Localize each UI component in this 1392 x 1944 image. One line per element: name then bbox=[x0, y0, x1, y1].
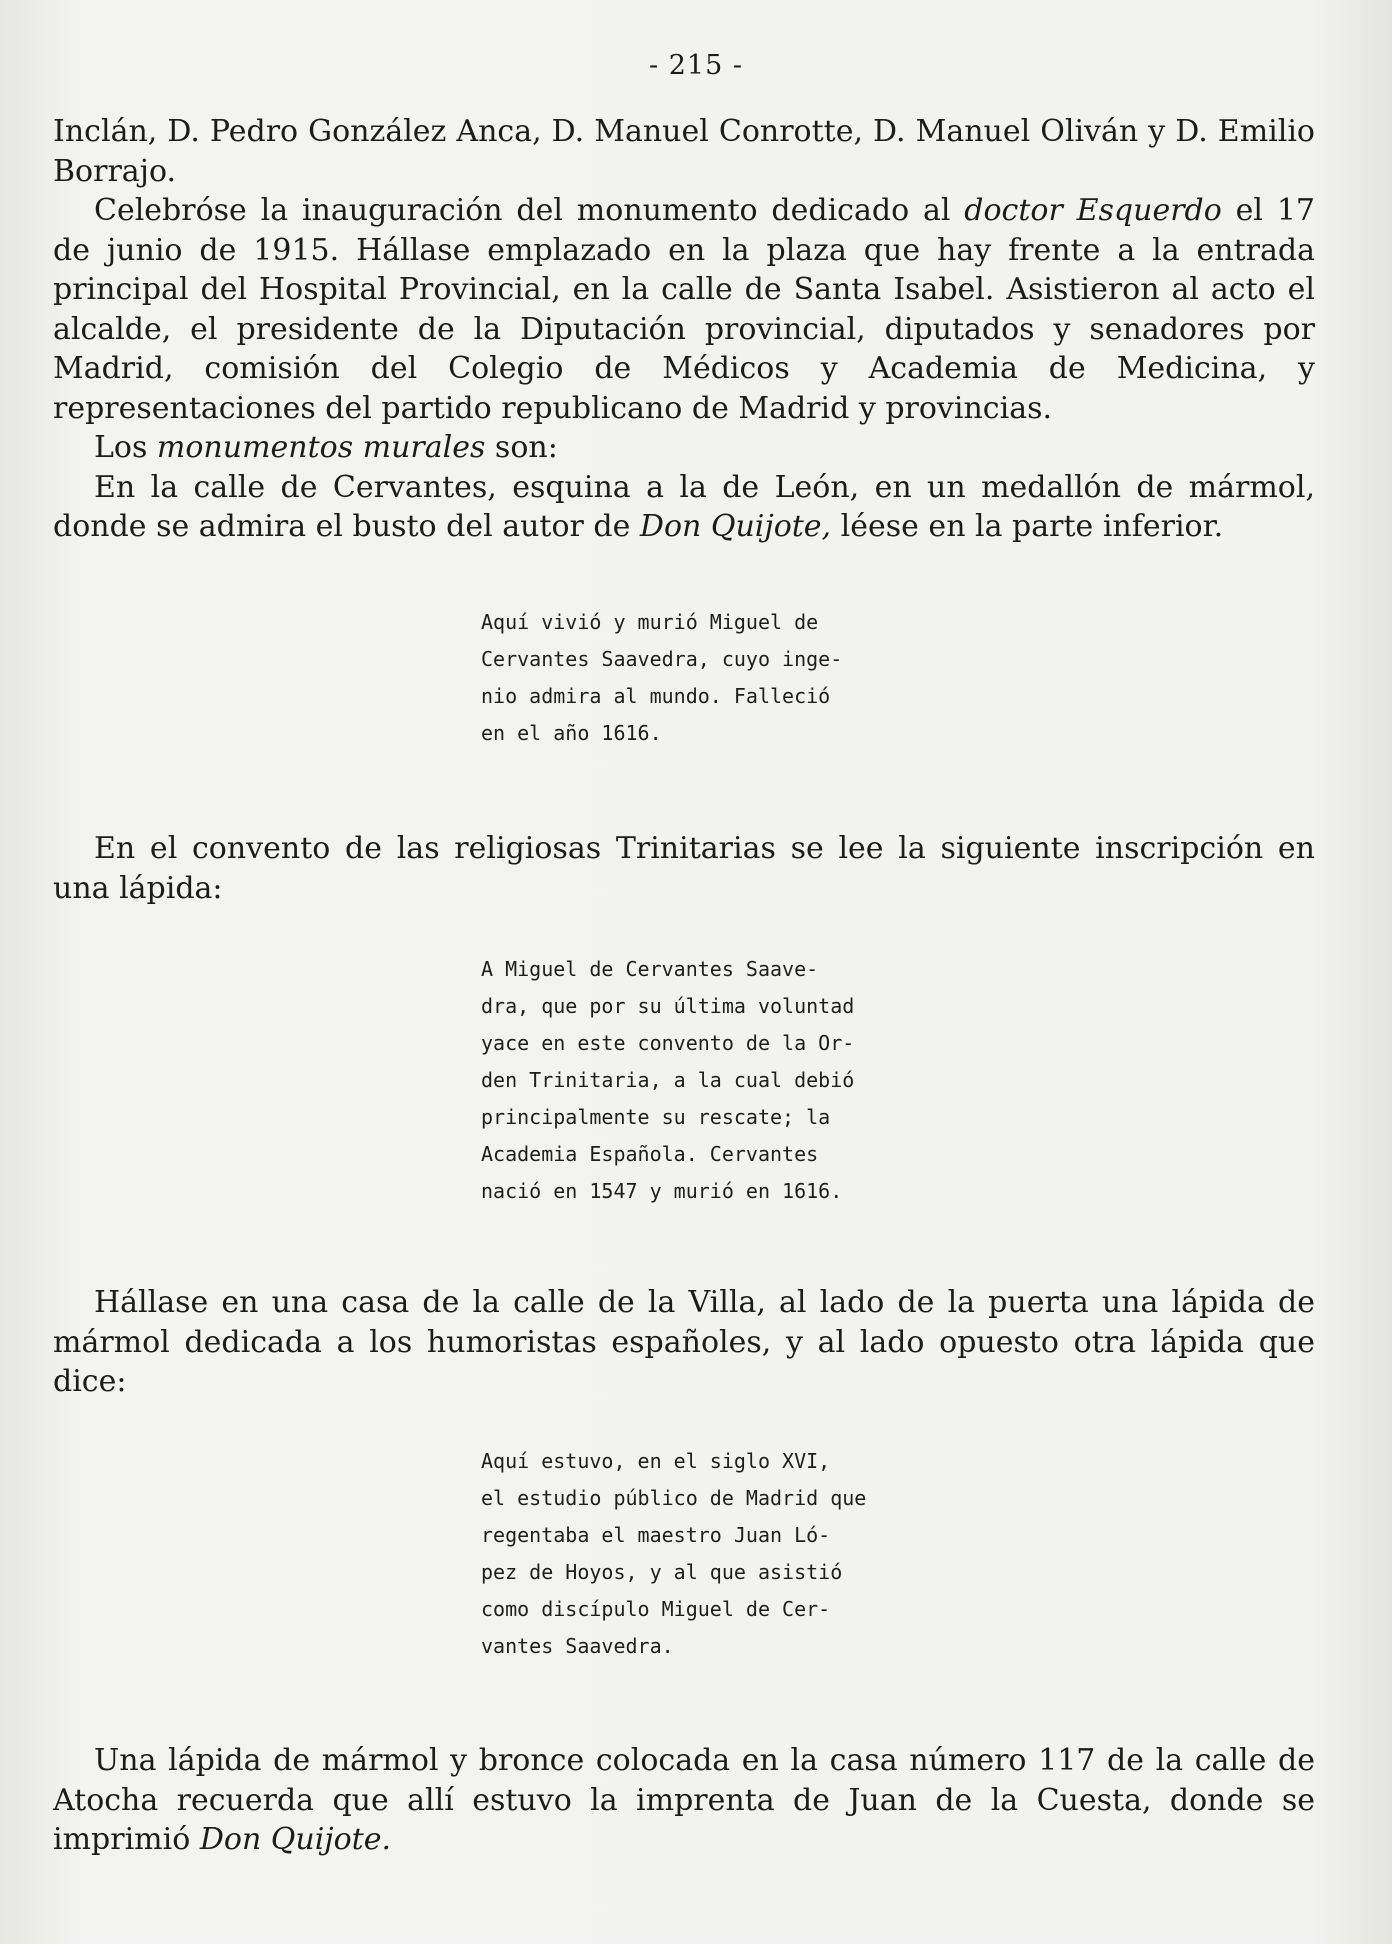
paragraph-1: Inclán, D. Pedro González Anca, D. Manuel Conrotte, D. Manuel Oliván y D. Emilio Borrajo. bbox=[53, 114, 1315, 189]
inscription-line: principalmente su rescate; la bbox=[481, 1105, 831, 1129]
paragraph-3-end: son: bbox=[485, 430, 558, 465]
paragraph-4-start: En la calle de Cervantes, esquina a la de León, en un medallón de mármol, donde se admira el busto del autor de bbox=[53, 469, 1315, 544]
text-block-trinitarias bbox=[53, 829, 1315, 908]
inscription-line: pez de Hoyos, y al que asistió bbox=[481, 1560, 843, 1584]
text-block-top bbox=[53, 112, 1315, 547]
inscription-line: den Trinitaria, a la cual debió bbox=[481, 1068, 855, 1092]
paragraph-5: En el convento de las religiosas Trinitarias se lee la siguiente inscripción en una lápida: bbox=[53, 831, 1315, 906]
inscription-line: nació en 1547 y murió en 1616. bbox=[481, 1179, 843, 1203]
inscription-line: A Miguel de Cervantes Saave- bbox=[481, 957, 819, 981]
page-number: - 215 - bbox=[649, 50, 743, 81]
inscription-line: nio admira al mundo. Falleció bbox=[481, 684, 831, 708]
inscription-line: regentaba el maestro Juan Ló- bbox=[481, 1523, 831, 1547]
inscription-trinitarias bbox=[481, 951, 881, 1210]
paragraph-7-start: Una lápida de mármol y bronce colocada en la casa número 117 de la calle de Atocha recuerda que allí estuvo la imprenta de Juan de la Cuesta, donde se imprimió bbox=[53, 1743, 1315, 1857]
paragraph-4 bbox=[53, 468, 1315, 547]
inscription-line: yace en este convento de la Or- bbox=[481, 1031, 855, 1055]
inscription-line: Cervantes Saavedra, cuyo inge- bbox=[481, 647, 843, 671]
paragraph-2-end: el 17 de junio de 1915. Hállase emplazado en la plaza que hay frente a la entrada principal del Hospital Provincial, en la calle de Santa Isabel. Asistieron al acto el alcalde, el presidente de la Diputación provincial, diputados y senadores por Madrid, comisión del Colegio de Médicos y Academia de Medicina, y representaciones del partido republicano de Madrid y provincias. bbox=[53, 193, 1316, 426]
paragraph-3-start: Los bbox=[94, 430, 157, 465]
inscription-line: Aquí estuvo, en el siglo XVI, bbox=[481, 1449, 831, 1473]
paragraph-7 bbox=[53, 1741, 1315, 1860]
paragraph-4-italic: Don Quijote, bbox=[639, 509, 832, 544]
paragraph-3 bbox=[53, 428, 1315, 468]
inscription-cervantes-medallion bbox=[481, 604, 881, 752]
inscription-line: el estudio público de Madrid que bbox=[481, 1486, 867, 1510]
inscription-line: en el año 1616. bbox=[481, 721, 662, 745]
paragraph-6: Hállase en una casa de la calle de la Villa, al lado de la puerta una lápida de mármol dedicada a los humoristas españoles, y al lado opuesto otra lápida que dice: bbox=[53, 1285, 1315, 1399]
paragraph-2-italic: doctor Esquerdo bbox=[964, 193, 1222, 228]
text-block-atocha bbox=[53, 1741, 1315, 1860]
paragraph-2 bbox=[53, 191, 1315, 428]
text-block-villa bbox=[53, 1283, 1315, 1402]
paragraph-3-italic: monumentos murales bbox=[156, 430, 486, 465]
inscription-line: Academia Española. Cervantes bbox=[481, 1142, 819, 1166]
inscription-calle-villa bbox=[481, 1443, 881, 1665]
inscription-line: Aquí vivió y murió Miguel de bbox=[481, 610, 819, 634]
inscription-line: como discípulo Miguel de Cer- bbox=[481, 1597, 831, 1621]
paragraph-7-italic: Don Quijote. bbox=[199, 1822, 392, 1857]
paragraph-2-start: Celebróse la inauguración del monumento dedicado al bbox=[94, 193, 965, 228]
paragraph-4-end: léese en la parte inferior. bbox=[831, 509, 1224, 544]
inscription-line: vantes Saavedra. bbox=[481, 1634, 674, 1658]
inscription-line: dra, que por su última voluntad bbox=[481, 994, 855, 1018]
